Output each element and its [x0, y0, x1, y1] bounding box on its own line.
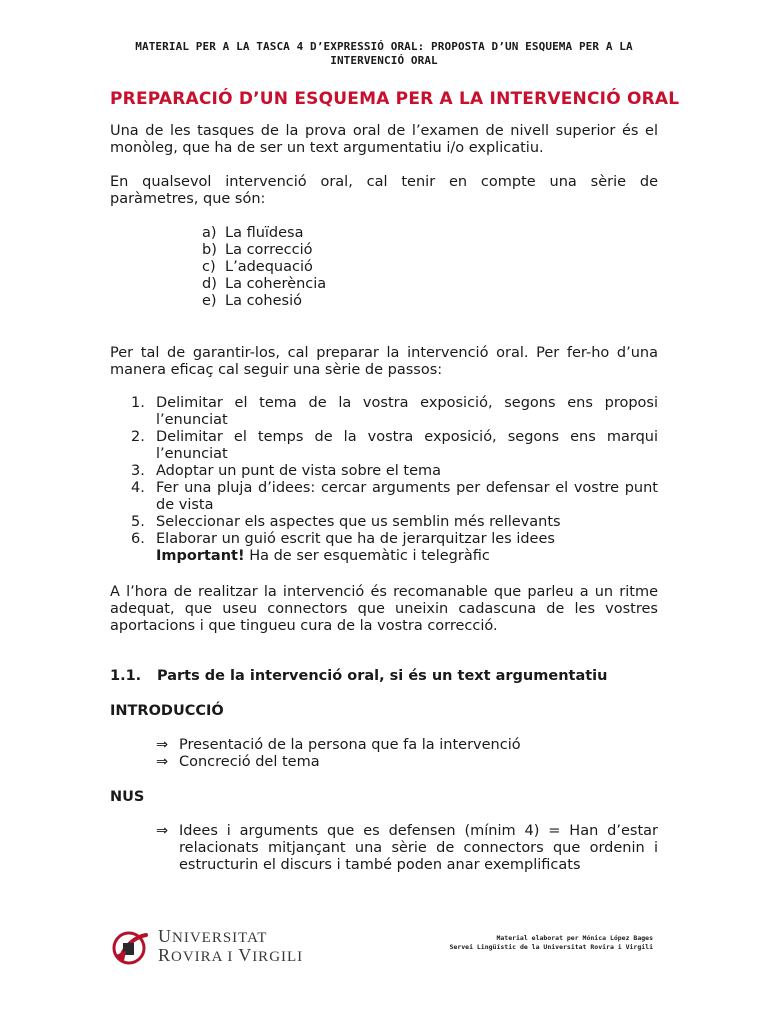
- list-item: [131, 531, 658, 548]
- list-item: [131, 429, 658, 463]
- list-item-text: La cohesió: [225, 293, 302, 309]
- nus-heading: NUS: [110, 789, 145, 805]
- list-item: [202, 293, 326, 310]
- document-header: [110, 40, 658, 68]
- credit-service: Servei Lingüístic de la Universitat Rovira i Virgili: [449, 943, 653, 951]
- arrow-icon: ⇒: [156, 737, 169, 753]
- list-item: [131, 514, 658, 531]
- params-list: [202, 225, 326, 310]
- list-item: [156, 754, 658, 771]
- list-marker: 3.: [131, 463, 145, 479]
- list-marker: 6.: [131, 531, 145, 547]
- page-title: PREPARACIÓ D’UN ESQUEMA PER A LA INTERVENCIÓ ORAL: [110, 89, 680, 109]
- university-emblem-icon: [110, 929, 150, 965]
- important-note: [131, 548, 658, 565]
- list-item: [156, 737, 658, 754]
- list-item: [131, 463, 658, 480]
- list-item-text: La fluïdesa: [225, 225, 304, 241]
- list-marker: 1.: [131, 395, 145, 411]
- list-marker: 4.: [131, 480, 145, 496]
- header-line-2: INTERVENCIÓ ORAL: [330, 54, 438, 67]
- list-item-text: Delimitar el temps de la vostra exposició, segons ens marqui l’enunciat: [156, 429, 658, 462]
- section-title: Parts de la intervenció oral, si és un text argumentatiu: [157, 668, 608, 684]
- list-marker: e): [202, 293, 217, 309]
- list-item-text: L’adequació: [225, 259, 313, 275]
- list-item-text: Delimitar el tema de la vostra exposició, segons ens proposi l’enunciat: [156, 395, 658, 428]
- list-item-text: Fer una pluja d’idees: cercar arguments per defensar el vostre punt de vista: [156, 480, 658, 513]
- list-item-text: Adoptar un punt de vista sobre el tema: [156, 463, 442, 479]
- list-marker: 5.: [131, 514, 145, 530]
- list-item-text: Elaborar un guió escrit que ha de jerarquitzar les idees: [156, 531, 555, 547]
- list-item-text: Concreció del tema: [179, 754, 320, 770]
- list-marker: 2.: [131, 429, 145, 445]
- section-heading: [110, 668, 607, 684]
- list-item: [156, 823, 658, 874]
- list-marker: a): [202, 225, 217, 241]
- introduccio-heading: INTRODUCCIÓ: [110, 703, 224, 719]
- steps-list: [131, 395, 658, 565]
- credit-author: Material elaborat per Mónica López Bages: [496, 934, 653, 942]
- params-intro-paragraph: En qualsevol intervenció oral, cal tenir en compte una sèrie de paràmetres, que són:: [110, 174, 658, 207]
- university-logo: [110, 928, 303, 966]
- list-item: [202, 225, 326, 242]
- important-text: Ha de ser esquemàtic i telegràfic: [244, 548, 490, 564]
- footer-credits: [450, 934, 654, 952]
- arrow-icon: ⇒: [156, 823, 169, 839]
- list-item-text: Seleccionar els aspectes que us semblin més rellevants: [156, 514, 561, 530]
- list-item-text: Presentació de la persona que fa la intervenció: [179, 737, 521, 753]
- list-item-text: La correcció: [225, 242, 313, 258]
- list-item-text: Idees i arguments que es defensen (mínim 4) = Han d’estar relacionats mitjançant una sèrie de connectors que ordenin i estructurin el discurs i també poden anar exemplificats: [179, 823, 658, 873]
- section-number: 1.1.: [110, 668, 142, 684]
- nus-list: [156, 823, 658, 874]
- closing-paragraph: A l’hora de realitzar la intervenció és recomanable que parleu a un ritme adequat, que useu connectors que uneixin cadascuna de les vostres aportacions i que tingueu cura de la vostra correcció.: [110, 584, 658, 634]
- list-marker: d): [202, 276, 217, 292]
- list-item: [202, 242, 326, 259]
- university-name: UNIVERSITAT ROVIRA I VIRGILI: [158, 926, 304, 965]
- list-item-text: La coherència: [225, 276, 327, 292]
- introduccio-list: [156, 737, 658, 771]
- list-marker: c): [202, 259, 216, 275]
- list-marker: b): [202, 242, 217, 258]
- header-line-1: MATERIAL PER A LA TASCA 4 D’EXPRESSIÓ ORAL: PROPOSTA D’UN ESQUEMA PER A LA: [135, 40, 633, 53]
- list-item: [202, 276, 326, 293]
- steps-intro-paragraph: Per tal de garantir-los, cal preparar la intervenció oral. Per fer-ho d’una manera eficaç cal seguir una sèrie de passos:: [110, 345, 658, 378]
- list-item: [131, 480, 658, 514]
- important-label: Important!: [156, 548, 245, 564]
- list-item: [202, 259, 326, 276]
- list-item: [131, 395, 658, 429]
- intro-paragraph: Una de les tasques de la prova oral de l’examen de nivell superior és el monòleg, que ha de ser un text argumentatiu i/o explicatiu.: [110, 123, 658, 156]
- arrow-icon: ⇒: [156, 754, 169, 770]
